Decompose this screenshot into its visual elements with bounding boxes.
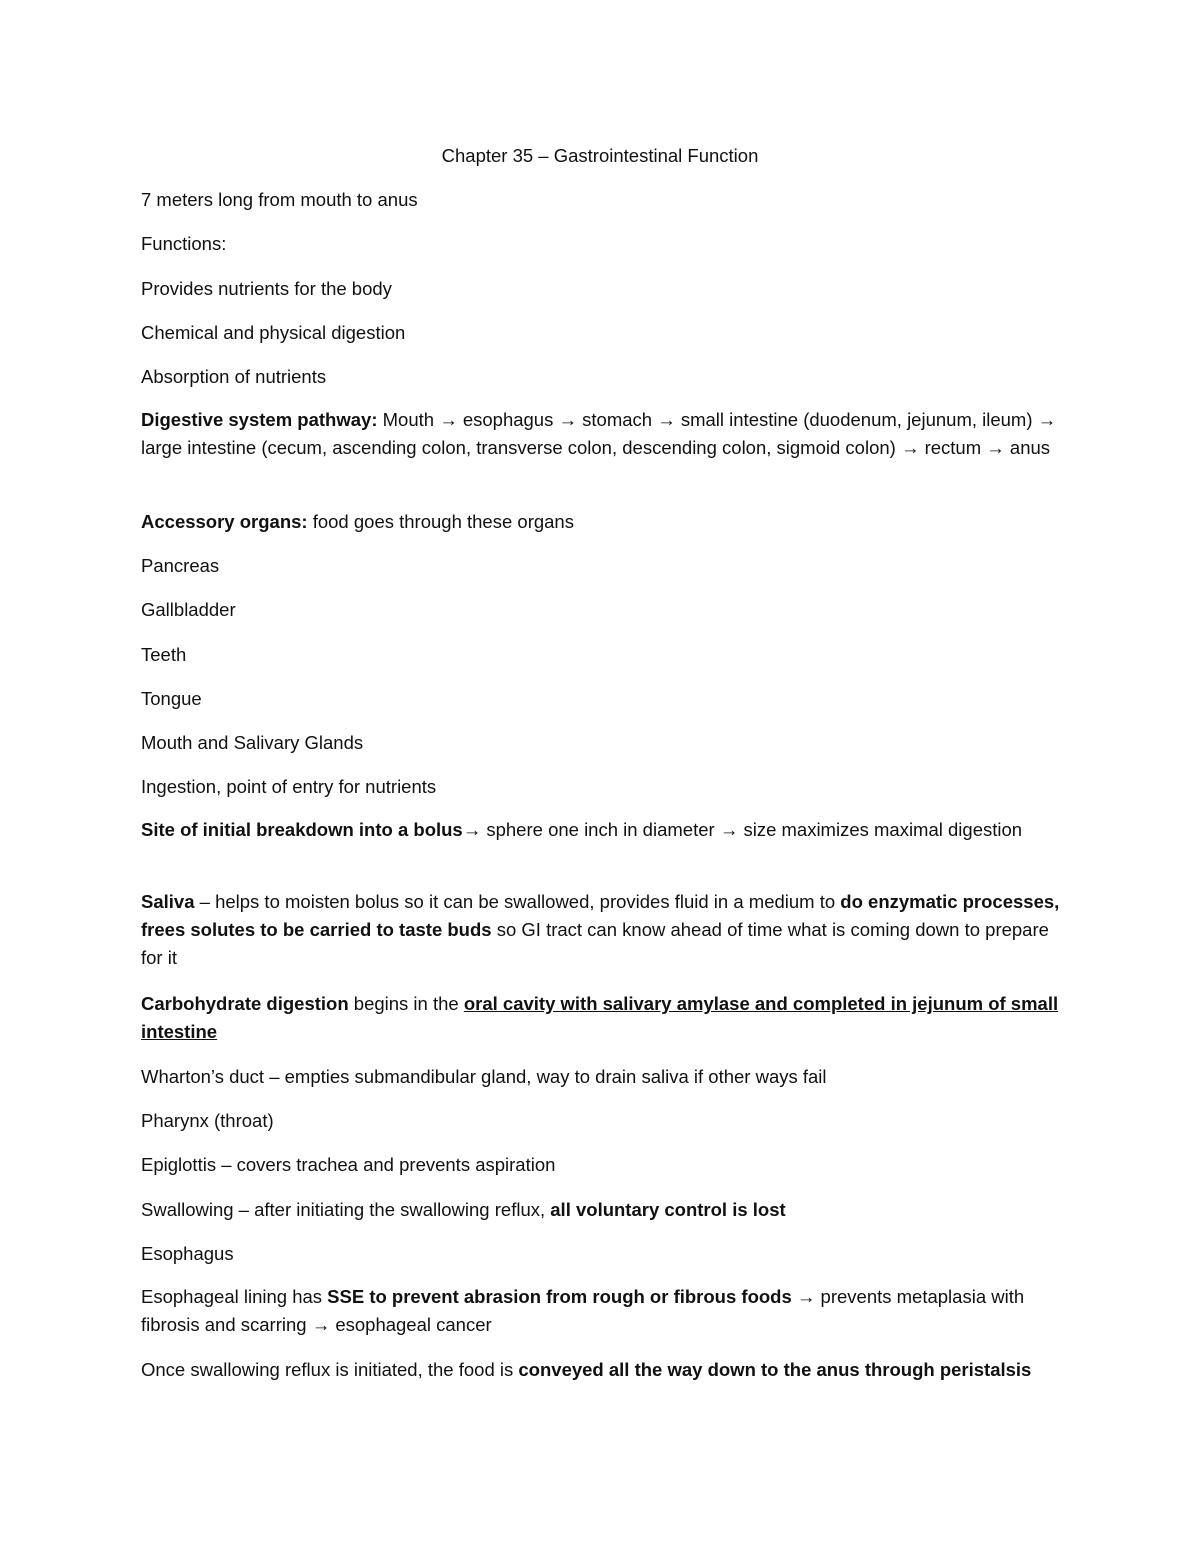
arrow-icon: → [657,409,676,430]
arrow-icon: → [462,819,482,840]
paragraph-pathway [141,406,1061,462]
bolus-text: sphere one inch in diameter [481,819,720,840]
paragraph-peristalsis [141,1356,1061,1384]
list-item-teeth: Teeth [141,644,187,665]
paragraph-pharynx: Pharynx (throat) [141,1110,274,1131]
pathway-label: Digestive system pathway: [141,409,378,430]
paragraph-function-digestion: Chemical and physical digestion [141,322,406,343]
paragraph-carbohydrate [141,990,1061,1046]
bolus-text: size maximizes maximal digestion [738,819,1023,840]
paragraph-esophagus: Esophagus [141,1243,234,1264]
paragraph-length: 7 meters long from mouth to anus [141,189,418,210]
pathway-step: rectum [919,437,987,458]
accessory-label: Accessory organs: [141,511,308,532]
accessory-text: food goes through these organs [307,511,574,532]
paragraph-bolus [141,816,1061,844]
lining-text: prevents metaplasia with fibrosis and scarring [141,1286,1025,1335]
pathway-step: esophagus [457,409,559,430]
carb-bold: Carbohydrate digestion [141,993,349,1014]
arrow-icon: → [439,409,458,430]
paragraph-saliva [141,888,1061,972]
page-title: Chapter 35 – Gastrointestinal Function [441,145,759,166]
paragraph-ingestion: Ingestion, point of entry for nutrients [141,776,437,797]
arrow-icon: → [986,437,1005,458]
lining-text: Esophageal lining has [141,1286,328,1307]
swallow-text: Swallowing – after initiating the swallowing reflux, [141,1199,551,1220]
arrow-icon: → [796,1286,816,1307]
paragraph-function-nutrients: Provides nutrients for the body [141,278,392,299]
paragraph-epiglottis: Epiglottis – covers trachea and prevents aspiration [141,1154,556,1175]
paragraph-functions-heading: Functions: [141,233,227,254]
reflux-text: Once swallowing reflux is initiated, the food is [141,1359,519,1380]
pathway-step: large intestine (cecum, ascending colon, transverse colon, descending colon, sigmoid colon) [141,437,901,458]
paragraph-mouth-glands: Mouth and Salivary Glands [141,732,364,753]
saliva-text: – helps to moisten bolus so it can be swallowed, provides fluid in a medium to [194,891,841,912]
list-item-pancreas: Pancreas [141,555,220,576]
saliva-bold: do enzymatic processes, frees solutes to be carried to taste buds [141,891,1060,940]
reflux-bold: conveyed all the way down to the anus through peristalsis [518,1359,1032,1380]
lining-text: esophageal cancer [330,1314,492,1335]
paragraph-whartons-duct: Wharton’s duct – empties submandibular gland, way to drain saliva if other ways fail [141,1066,827,1087]
arrow-icon: → [1037,409,1057,430]
arrow-icon: → [719,819,739,840]
bolus-bold: Site of initial breakdown into a bolus [141,819,463,840]
lining-bold: SSE to prevent abrasion from rough or fibrous foods [327,1286,792,1307]
carb-underlined: oral cavity with salivary amylase and completed in jejunum of small intestine [141,993,1059,1042]
paragraph-accessory-organs [141,510,1061,534]
swallow-bold: all voluntary control is lost [550,1199,786,1220]
pathway-step: Mouth [377,409,440,430]
pathway-step: stomach [577,409,658,430]
pathway-step: anus [1004,437,1051,458]
saliva-text: so GI tract can know ahead of time what is coming down to prepare for it [141,919,1049,968]
arrow-icon: → [900,437,920,458]
paragraph-esophageal-lining [141,1283,1061,1339]
list-item-tongue: Tongue [141,688,202,709]
paragraph-function-absorption: Absorption of nutrients [141,366,327,387]
list-item-gallbladder: Gallbladder [141,599,236,620]
pathway-step: small intestine (duodenum, jejunum, ileum) [675,409,1038,430]
carb-text: begins in the [348,993,464,1014]
arrow-icon: → [311,1314,331,1335]
saliva-label: Saliva [141,891,195,912]
arrow-icon: → [558,409,577,430]
paragraph-swallowing [141,1198,1061,1222]
